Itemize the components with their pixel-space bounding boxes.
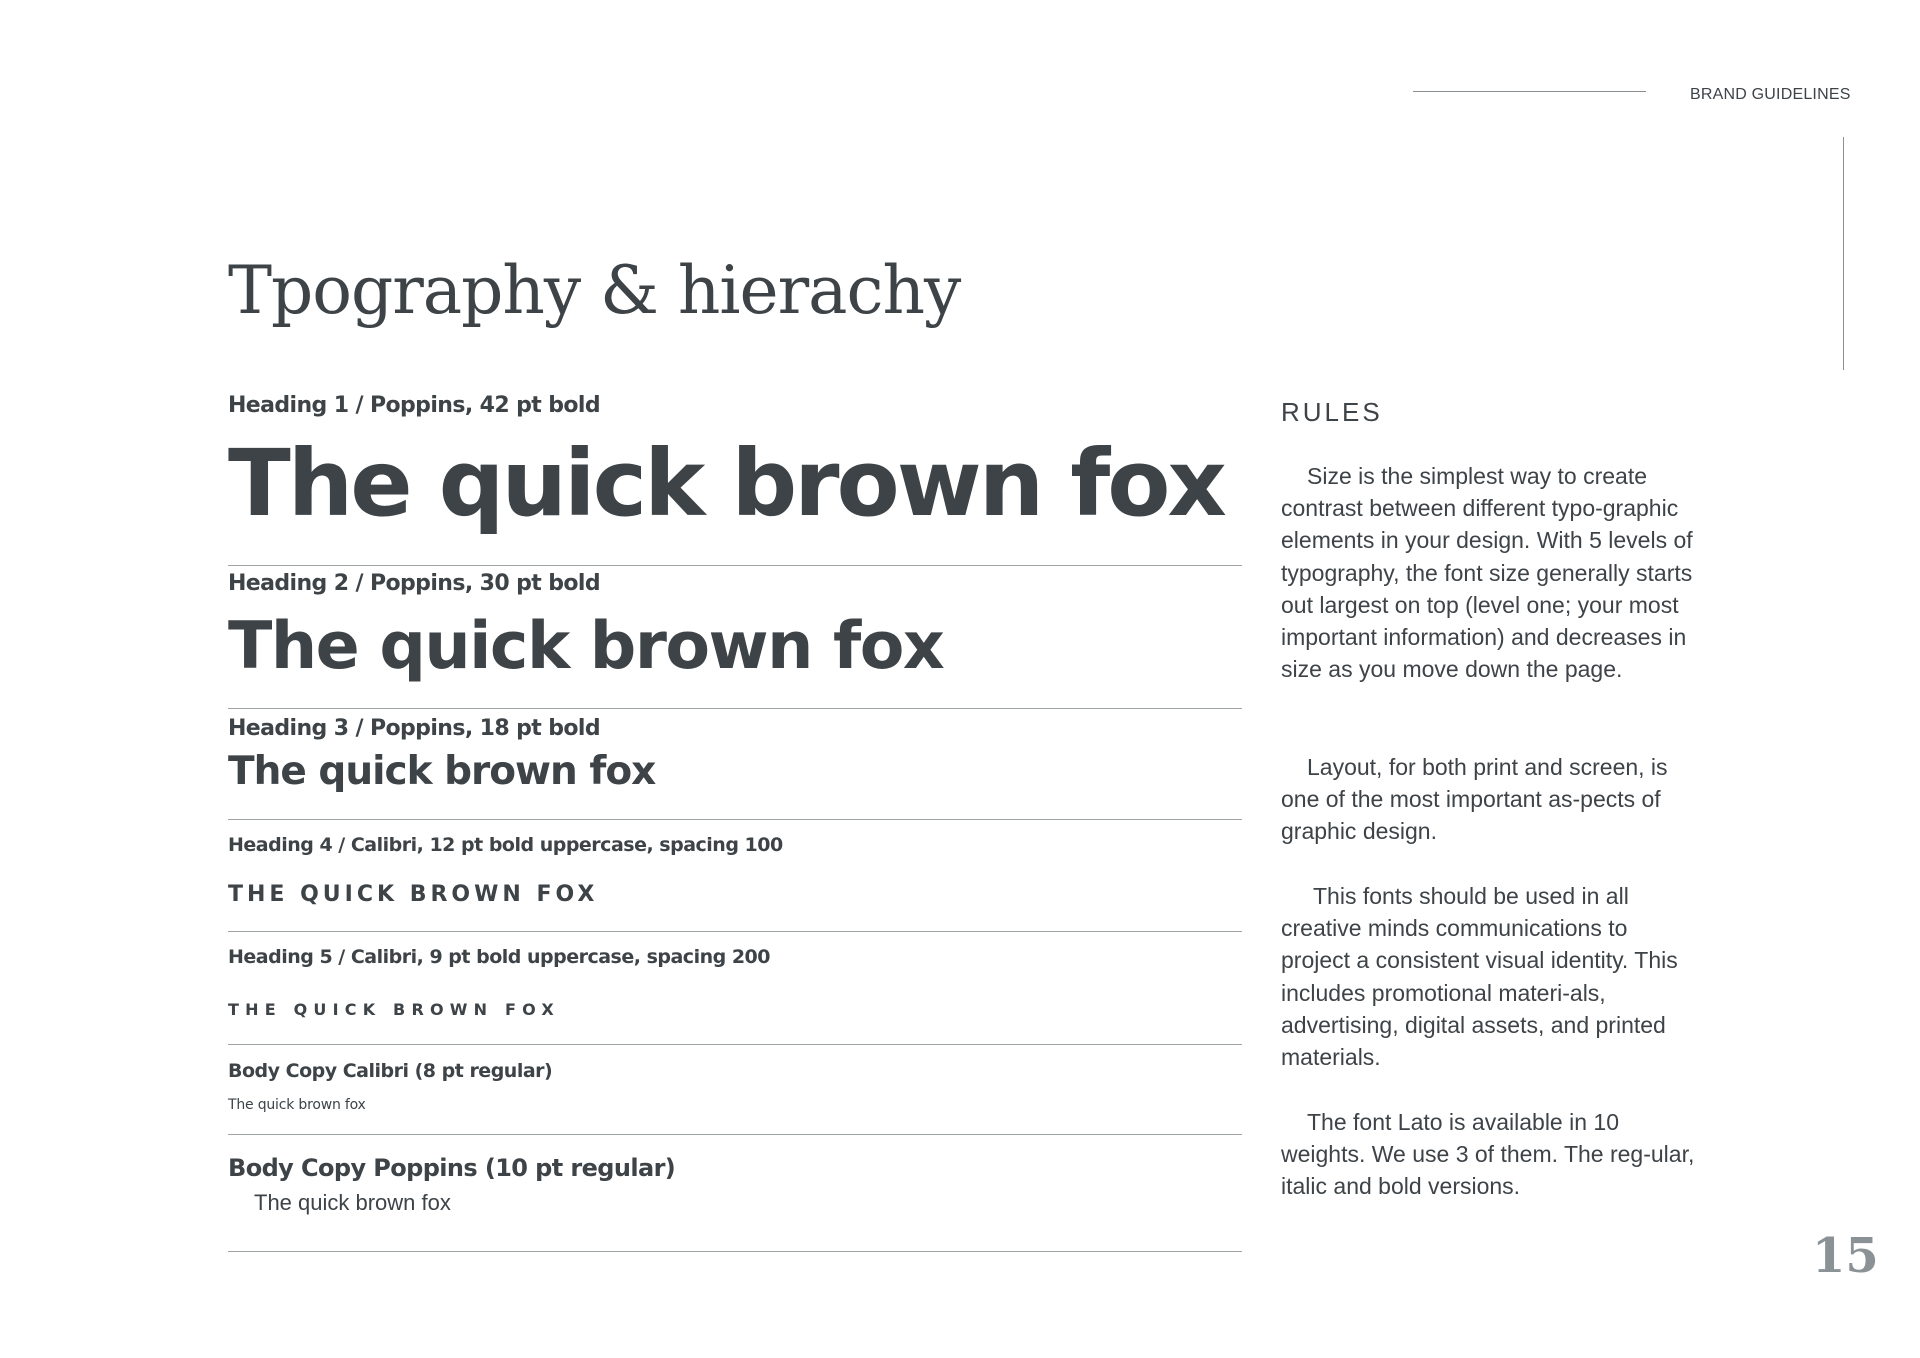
rules-paragraph: The font Lato is available in 10 weights. We use 3 of them. The reg-ular, italic and bold versions.	[1281, 1109, 1695, 1200]
rules-paragraph: Layout, for both print and screen, is one of the most important as-pects of graphic design.	[1281, 754, 1668, 845]
section-divider	[228, 819, 1242, 820]
section-divider	[228, 1044, 1242, 1045]
sample-label: Heading 5 / Calibri, 9 pt bold uppercase, spacing 200	[228, 946, 770, 968]
sample-text: The quick brown fox	[228, 609, 944, 684]
type-sample-body-calibri	[228, 1060, 1243, 1130]
type-sample-heading-3	[228, 716, 1243, 816]
sample-label: Heading 3 / Poppins, 18 pt bold	[228, 716, 600, 741]
type-sample-heading-5	[228, 946, 1243, 1046]
sample-text: THE QUICK BROWN FOX	[228, 1000, 560, 1019]
header-label: BRAND GUIDELINES	[1690, 86, 1851, 103]
type-sample-heading-1	[228, 393, 1243, 563]
section-divider	[228, 565, 1242, 566]
sample-text: The quick brown fox	[254, 1190, 451, 1215]
sample-label: Heading 1 / Poppins, 42 pt bold	[228, 393, 600, 418]
rules-paragraph: This fonts should be used in all creative minds communications to project a consistent visual identity. This includes promotional materi-als, advertising, digital assets, and printed materials.	[1281, 883, 1678, 1071]
section-divider	[228, 1134, 1242, 1135]
sample-text: The quick brown fox	[228, 1097, 366, 1113]
type-sample-heading-2	[228, 571, 1243, 706]
rules-title: RULES	[1281, 397, 1383, 427]
sample-label: Heading 2 / Poppins, 30 pt bold	[228, 571, 600, 596]
rules-paragraph: Size is the simplest way to create contrast between different typo-graphic elements in your design. With 5 levels of typography, the font size generally starts out largest on top (level one; your most important information) and decreases in size as you move down the page.	[1281, 463, 1693, 683]
section-divider	[228, 931, 1242, 932]
sample-text: THE QUICK BROWN FOX	[228, 882, 599, 907]
sample-label: Body Copy Poppins (10 pt regular)	[228, 1154, 676, 1182]
section-divider	[228, 1251, 1242, 1252]
sample-text: The quick brown fox	[228, 430, 1224, 537]
type-sample-body-poppins	[228, 1154, 1243, 1229]
sample-text: The quick brown fox	[228, 749, 656, 794]
type-sample-heading-4	[228, 834, 1243, 934]
sample-label: Body Copy Calibri (8 pt regular)	[228, 1060, 553, 1082]
page-number: 15	[1812, 1228, 1879, 1284]
vertical-divider	[1843, 137, 1844, 370]
section-divider	[228, 708, 1242, 709]
header-divider	[1413, 91, 1646, 92]
page-title: Tpography & hierachy	[228, 252, 961, 329]
sample-label: Heading 4 / Calibri, 12 pt bold uppercase, spacing 100	[228, 834, 783, 856]
